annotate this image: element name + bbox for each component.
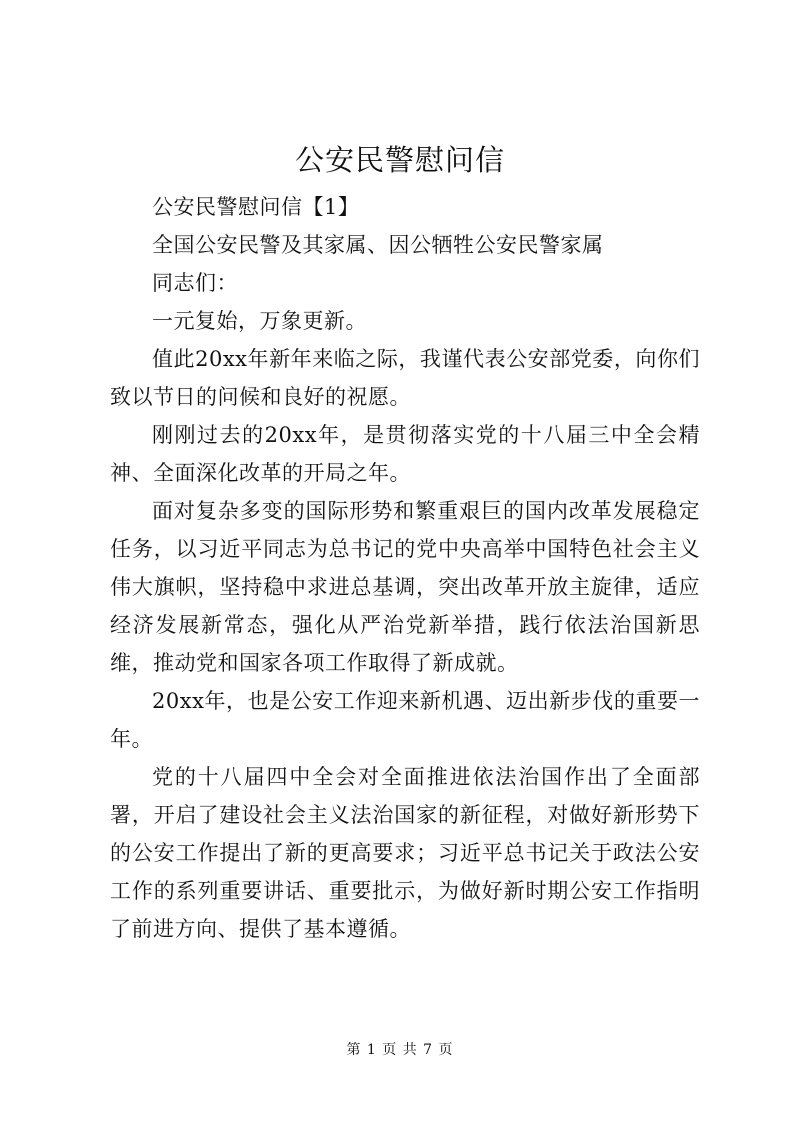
paragraph-greeting: 值此20xx年新年来临之际，我谨代表公安部党委，向你们致以节日的问候和良好的祝愿。 bbox=[110, 347, 700, 409]
paragraph-police-year: 20xx年，也是公安工作迎来新机遇、迈出新步伐的重要一年。 bbox=[110, 689, 700, 751]
paragraph-achievements: 面对复杂多变的国际形势和繁重艰巨的国内改革发展稳定任务，以习近平同志为总书记的党中央高举中国特色社会主义伟大旗帜，坚持稳中求进总基调，突出改革开放主旋律，适应经济发展新常态，强化从严治党新举措，践行依法治国新思维，推动党和国家各项工作取得了新成就。 bbox=[110, 499, 700, 675]
paragraph-addressee: 全国公安民警及其家属、因公牺牲公安民警家属 bbox=[152, 233, 604, 257]
document-title: 公安民警慰问信 bbox=[294, 143, 505, 177]
paragraph-subtitle: 公安民警慰问信【1】 bbox=[152, 195, 360, 219]
paragraph-past-year: 刚刚过去的20xx年，是贯彻落实党的十八届三中全会精神、全面深化改革的开局之年。 bbox=[110, 423, 700, 485]
document-body bbox=[110, 188, 700, 948]
page-number-footer: 第 1 页 共 7 页 bbox=[346, 1042, 454, 1058]
paragraph-opening: 一元复始，万象更新。 bbox=[152, 309, 367, 333]
paragraph-salutation: 同志们： bbox=[152, 271, 238, 295]
paragraph-rule-of-law: 党的十八届四中全会对全面推进依法治国作出了全面部署，开启了建设社会主义法治国家的新征程，对做好新形势下的公安工作提出了新的更高要求；习近平总书记关于政法公安工作的系列重要讲话、重要批示，为做好新时期公安工作指明了前进方向、提供了基本遵循。 bbox=[110, 765, 700, 941]
